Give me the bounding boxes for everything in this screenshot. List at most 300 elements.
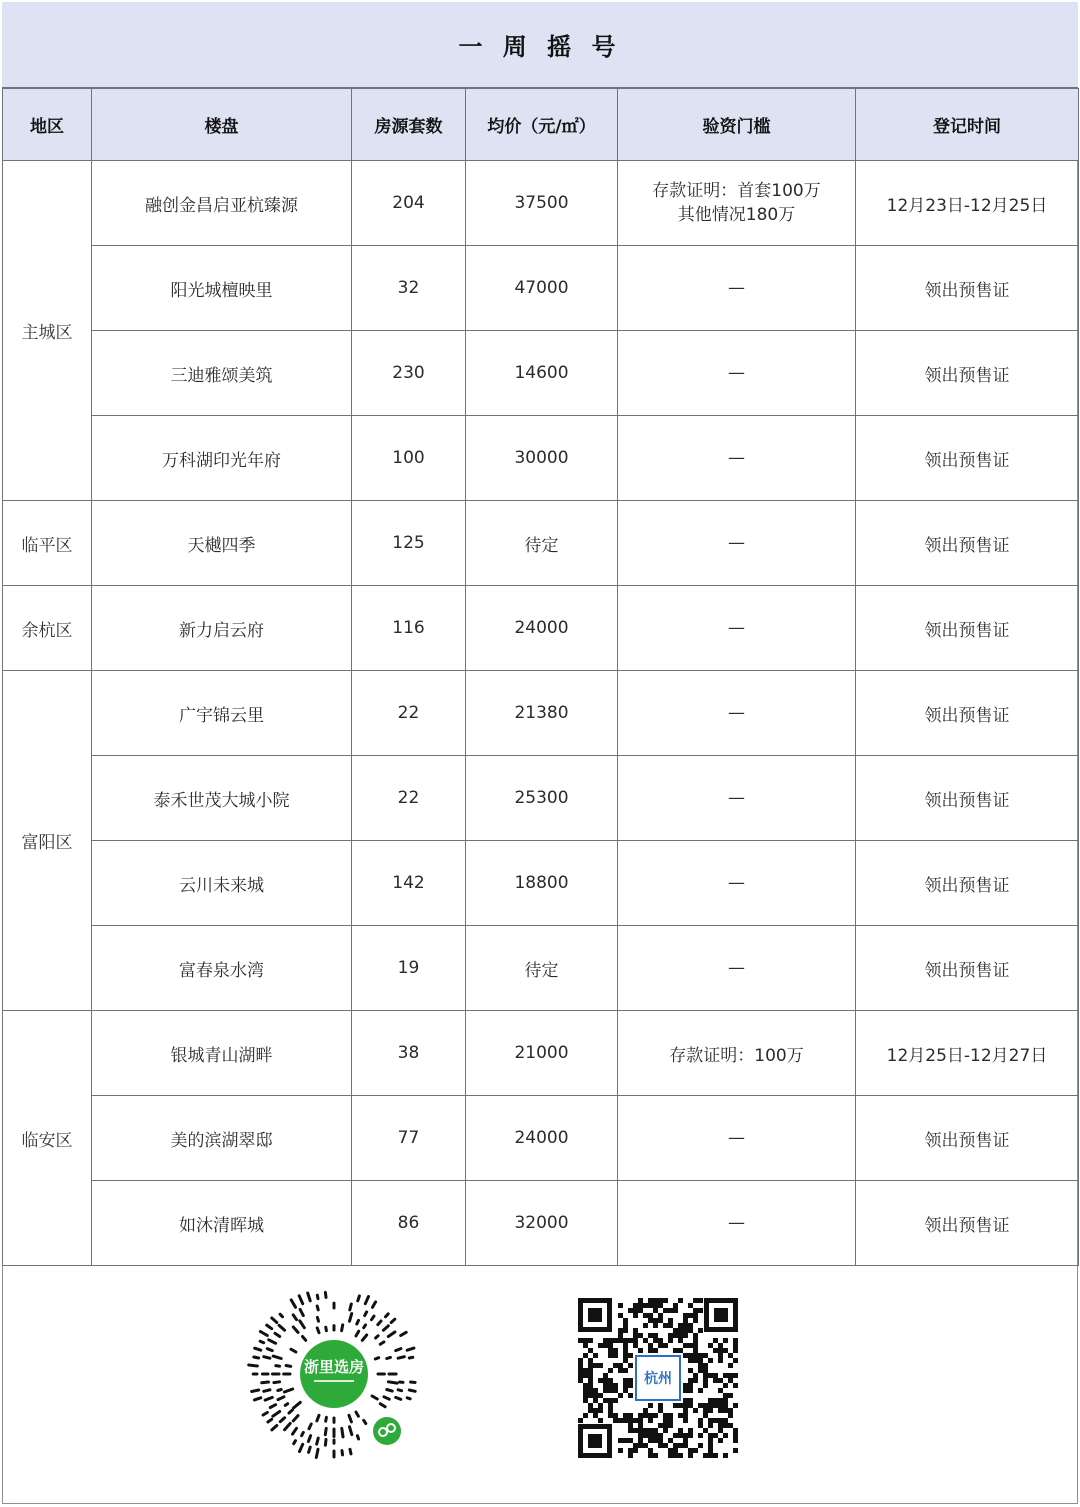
- qr-module: [633, 1428, 638, 1433]
- qr-module: [673, 1448, 678, 1453]
- qr-module: [593, 1363, 598, 1368]
- qr-module: [608, 1413, 613, 1418]
- qr-module: [648, 1313, 653, 1318]
- time-cell: 12月25日-12月27日: [856, 1011, 1079, 1096]
- price-cell: 25300: [466, 756, 618, 841]
- qr-module: [623, 1358, 628, 1363]
- qr-module: [698, 1358, 703, 1363]
- qr-module: [728, 1378, 733, 1383]
- code-dash: [317, 1306, 318, 1310]
- price-cell: 37500: [466, 161, 618, 246]
- qr-module: [583, 1393, 588, 1398]
- qr-module: [643, 1408, 648, 1413]
- qr-module: [583, 1398, 588, 1403]
- qr-module: [668, 1418, 673, 1423]
- qr-module: [683, 1438, 688, 1443]
- qr-module: [583, 1343, 588, 1348]
- qr-module: [703, 1363, 708, 1368]
- qr-module: [708, 1443, 713, 1448]
- qr-module: [668, 1333, 673, 1338]
- code-dash: [294, 1402, 301, 1408]
- qr-module: [688, 1313, 693, 1318]
- qr-module: [628, 1453, 633, 1458]
- qr-module: [688, 1353, 693, 1358]
- qr-module: [678, 1323, 683, 1328]
- qr-module: [578, 1363, 583, 1368]
- table-row: [3, 416, 1079, 501]
- units-cell: 125: [352, 501, 466, 586]
- qr-module: [668, 1318, 673, 1323]
- threshold-cell: —: [618, 586, 856, 671]
- code-dash: [350, 1314, 352, 1322]
- time-cell: 领出预售证: [856, 1096, 1079, 1181]
- code-dash: [272, 1318, 277, 1323]
- code-dash: [373, 1302, 376, 1307]
- qr-module: [628, 1448, 633, 1453]
- qr-module: [713, 1373, 718, 1378]
- qr-module: [613, 1413, 618, 1418]
- qr-module: [578, 1338, 583, 1343]
- code-dash: [285, 1423, 291, 1429]
- qr-module: [638, 1428, 643, 1433]
- qr-module: [703, 1408, 708, 1413]
- qr-module: [623, 1388, 628, 1393]
- code-dash: [300, 1321, 305, 1328]
- price-cell: 18800: [466, 841, 618, 926]
- qr-module: [728, 1363, 733, 1368]
- header-region: 地区: [3, 89, 92, 161]
- time-cell: 领出预售证: [856, 1181, 1079, 1266]
- qr-module: [678, 1413, 683, 1418]
- code-dash: [384, 1397, 389, 1399]
- code-dash: [326, 1417, 327, 1421]
- official-account-logo: 杭州: [644, 1371, 672, 1387]
- table-row: [3, 926, 1079, 1011]
- qr-code-icon[interactable]: [578, 1298, 738, 1458]
- code-dash: [260, 1341, 264, 1343]
- qr-module: [673, 1328, 678, 1333]
- qr-module: [578, 1368, 583, 1373]
- qr-module: [663, 1413, 668, 1418]
- qr-module: [608, 1343, 613, 1348]
- qr-module: [623, 1418, 628, 1423]
- qr-module: [683, 1388, 688, 1393]
- qr-module: [608, 1398, 613, 1403]
- qr-module: [708, 1453, 713, 1458]
- code-dash: [357, 1320, 359, 1324]
- qr-module: [653, 1453, 658, 1458]
- qr-module: [633, 1303, 638, 1308]
- qr-module: [683, 1403, 688, 1408]
- region-cell: 富阳区: [3, 671, 92, 1011]
- qr-module: [578, 1373, 583, 1378]
- header-project: 楼盘: [92, 89, 352, 161]
- qr-module: [733, 1358, 738, 1363]
- price-cell: 30000: [466, 416, 618, 501]
- qr-module: [678, 1328, 683, 1333]
- code-dash: [372, 1396, 377, 1399]
- project-cell: 融创金昌启亚杭臻源: [92, 161, 352, 246]
- time-cell: 领出预售证: [856, 501, 1079, 586]
- qr-module: [723, 1393, 728, 1398]
- code-dash: [349, 1415, 351, 1422]
- code-dash: [293, 1327, 298, 1332]
- qr-module: [713, 1378, 718, 1383]
- table-row: [3, 331, 1079, 416]
- qr-module: [698, 1418, 703, 1423]
- code-dash: [276, 1366, 280, 1367]
- units-cell: 86: [352, 1181, 466, 1266]
- qr-module: [638, 1333, 643, 1338]
- qr-module: [708, 1438, 713, 1443]
- qr-module: [703, 1373, 708, 1378]
- code-dash: [364, 1325, 366, 1328]
- qr-module: [733, 1448, 738, 1453]
- qr-module: [633, 1328, 638, 1333]
- qr-module: [633, 1333, 638, 1338]
- project-cell: 云川未来城: [92, 841, 352, 926]
- qr-module: [683, 1343, 688, 1348]
- code-dash: [286, 1366, 291, 1367]
- qr-module: [718, 1403, 723, 1408]
- qr-module: [683, 1443, 688, 1448]
- units-cell: 22: [352, 671, 466, 756]
- code-dash: [325, 1428, 326, 1434]
- qr-module: [608, 1408, 613, 1413]
- qr-module: [678, 1428, 683, 1433]
- code-dash: [378, 1321, 381, 1325]
- code-dash: [272, 1426, 277, 1430]
- code-dash: [317, 1328, 319, 1333]
- qr-module: [698, 1308, 703, 1313]
- qr-module: [593, 1353, 598, 1358]
- qr-module: [708, 1448, 713, 1453]
- qr-module: [633, 1313, 638, 1318]
- project-cell: 如沐清晖城: [92, 1181, 352, 1266]
- qr-module: [688, 1398, 693, 1403]
- qr-module: [653, 1298, 658, 1303]
- code-dash: [264, 1357, 270, 1359]
- qr-module: [618, 1363, 623, 1368]
- code-dash: [291, 1349, 296, 1352]
- units-cell: 116: [352, 586, 466, 671]
- qr-module: [638, 1423, 643, 1428]
- code-dash: [303, 1337, 306, 1341]
- qr-module: [623, 1338, 628, 1343]
- qr-module: [638, 1348, 643, 1353]
- units-cell: 22: [352, 756, 466, 841]
- qr-module: [728, 1413, 733, 1418]
- time-cell: 领出预售证: [856, 756, 1079, 841]
- qr-module: [703, 1413, 708, 1418]
- qr-module: [688, 1358, 693, 1363]
- qr-module: [648, 1448, 653, 1453]
- qr-module: [643, 1413, 648, 1418]
- qr-module: [608, 1383, 613, 1388]
- qr-module: [598, 1418, 603, 1423]
- qr-module: [618, 1448, 623, 1453]
- qr-module: [623, 1323, 628, 1328]
- qr-module: [703, 1368, 708, 1373]
- qr-module: [708, 1343, 713, 1348]
- code-dash: [289, 1410, 292, 1413]
- qr-module: [608, 1368, 613, 1373]
- qr-module: [618, 1418, 623, 1423]
- qr-module: [688, 1448, 693, 1453]
- qr-module: [728, 1423, 733, 1428]
- code-dash: [268, 1419, 272, 1422]
- price-cell: 47000: [466, 246, 618, 331]
- qr-module: [638, 1303, 643, 1308]
- qr-module: [643, 1323, 648, 1328]
- qr-module: [648, 1298, 653, 1303]
- qr-module: [693, 1308, 698, 1313]
- units-cell: 230: [352, 331, 466, 416]
- project-cell: 银城青山湖畔: [92, 1011, 352, 1096]
- qr-module: [593, 1408, 598, 1413]
- qr-module: [618, 1368, 623, 1373]
- code-dash: [362, 1335, 366, 1340]
- qr-module: [593, 1413, 598, 1418]
- threshold-cell: —: [618, 756, 856, 841]
- qr-module: [703, 1428, 708, 1433]
- threshold-cell: —: [618, 246, 856, 331]
- qr-module: [683, 1323, 688, 1328]
- code-dash: [342, 1325, 343, 1331]
- qr-module: [648, 1333, 653, 1338]
- qr-module: [688, 1383, 693, 1388]
- code-dash: [356, 1331, 359, 1336]
- header-threshold: 验资门槛: [618, 89, 856, 161]
- qr-module: [723, 1373, 728, 1378]
- code-dash: [284, 1389, 292, 1392]
- units-cell: 32: [352, 246, 466, 331]
- code-dash: [273, 1356, 281, 1358]
- code-dash: [317, 1438, 319, 1444]
- qr-module: [663, 1298, 668, 1303]
- qr-module: [663, 1343, 668, 1348]
- qr-module: [633, 1448, 638, 1453]
- code-dash: [375, 1358, 378, 1359]
- time-cell: 领出预售证: [856, 926, 1079, 1011]
- qr-module: [613, 1388, 618, 1393]
- time-cell: 领出预售证: [856, 586, 1079, 671]
- qr-module: [703, 1378, 708, 1383]
- code-dash: [291, 1300, 295, 1307]
- qr-module: [713, 1348, 718, 1353]
- qr-module: [698, 1443, 703, 1448]
- code-dash: [391, 1319, 395, 1322]
- qr-module: [678, 1338, 683, 1343]
- units-cell: 204: [352, 161, 466, 246]
- code-dash: [365, 1297, 368, 1304]
- qr-module: [628, 1413, 633, 1418]
- qr-module: [593, 1398, 598, 1403]
- price-cell: 待定: [466, 926, 618, 1011]
- qr-module: [603, 1343, 608, 1348]
- qr-module: [668, 1438, 673, 1443]
- qr-module: [658, 1313, 663, 1318]
- qr-module: [588, 1388, 593, 1393]
- threshold-cell: [618, 161, 856, 246]
- code-dash: [265, 1397, 272, 1400]
- qr-module: [668, 1338, 673, 1343]
- qr-module: [733, 1438, 738, 1443]
- qr-module: [583, 1383, 588, 1388]
- code-dash: [269, 1340, 276, 1344]
- qr-module: [688, 1303, 693, 1308]
- qr-module: [708, 1418, 713, 1423]
- qr-module: [713, 1418, 718, 1423]
- qr-module: [733, 1348, 738, 1353]
- qr-module: [703, 1383, 708, 1388]
- code-dash: [285, 1404, 288, 1406]
- code-dash: [309, 1424, 311, 1429]
- code-dash: [294, 1441, 296, 1444]
- qr-module: [728, 1353, 733, 1358]
- qr-module: [628, 1378, 633, 1383]
- qr-module: [678, 1403, 683, 1408]
- qr-module: [698, 1298, 703, 1303]
- code-dash: [356, 1412, 358, 1416]
- qr-module: [583, 1373, 588, 1378]
- time-cell: 领出预售证: [856, 416, 1079, 501]
- qr-module: [673, 1348, 678, 1353]
- qr-module: [718, 1343, 723, 1348]
- qr-module: [593, 1393, 598, 1398]
- project-cell: 广宇锦云里: [92, 671, 352, 756]
- region-cell: 余杭区: [3, 586, 92, 671]
- qr-module: [623, 1413, 628, 1418]
- qr-module: [653, 1338, 658, 1343]
- project-cell: 阳光城檀映里: [92, 246, 352, 331]
- project-cell: 泰禾世茂大城小院: [92, 756, 352, 841]
- threshold-cell: —: [618, 501, 856, 586]
- qr-module: [693, 1353, 698, 1358]
- units-cell: 38: [352, 1011, 466, 1096]
- qr-module: [638, 1433, 643, 1438]
- qr-module: [723, 1423, 728, 1428]
- threshold-line: 存款证明：首套100万: [652, 181, 821, 201]
- code-dash: [280, 1418, 284, 1422]
- code-dash: [264, 1390, 270, 1392]
- qr-module: [623, 1438, 628, 1443]
- qr-module: [653, 1413, 658, 1418]
- code-dash: [342, 1451, 343, 1455]
- qr-module: [638, 1308, 643, 1313]
- qr-module: [623, 1348, 628, 1353]
- header-time: 登记时间: [856, 89, 1079, 161]
- qr-module: [688, 1343, 693, 1348]
- qr-module: [683, 1313, 688, 1318]
- qr-module: [628, 1423, 633, 1428]
- qr-module: [608, 1378, 613, 1383]
- qr-module: [698, 1433, 703, 1438]
- qr-module: [603, 1338, 608, 1343]
- qr-module: [673, 1308, 678, 1313]
- qr-module: [668, 1308, 673, 1313]
- qr-module: [653, 1303, 658, 1308]
- qr-module: [673, 1443, 678, 1448]
- qr-module: [673, 1403, 678, 1408]
- threshold-cell: —: [618, 416, 856, 501]
- code-dash: [358, 1296, 360, 1301]
- table-row: [3, 1181, 1079, 1266]
- qr-module: [728, 1408, 733, 1413]
- qr-module: [643, 1338, 648, 1343]
- table-row: [3, 161, 1079, 246]
- qr-module: [623, 1353, 628, 1358]
- qr-module: [653, 1438, 658, 1443]
- qr-module: [718, 1358, 723, 1363]
- table-row: [3, 671, 1079, 756]
- threshold-cell: 存款证明：100万: [618, 1011, 856, 1096]
- price-cell: 24000: [466, 586, 618, 671]
- qr-module: [643, 1428, 648, 1433]
- qr-module: [598, 1343, 603, 1348]
- qr-module: [628, 1383, 633, 1388]
- qr-module: [648, 1428, 653, 1433]
- qr-module: [613, 1348, 618, 1353]
- qr-module: [638, 1413, 643, 1418]
- table-row: [3, 501, 1079, 586]
- qr-module: [688, 1428, 693, 1433]
- qr-module: [723, 1403, 728, 1408]
- qr-module: [648, 1413, 653, 1418]
- qr-module: [698, 1363, 703, 1368]
- qr-module: [598, 1408, 603, 1413]
- qr-module: [733, 1428, 738, 1433]
- qr-module: [628, 1393, 633, 1398]
- qr-module: [723, 1348, 728, 1353]
- code-dash: [280, 1314, 282, 1317]
- qr-module: [708, 1358, 713, 1363]
- code-dash: [372, 1316, 375, 1320]
- qr-module: [603, 1383, 608, 1388]
- header-price: 均价（元/㎡）: [466, 89, 618, 161]
- code-dash: [350, 1427, 352, 1435]
- qr-module: [603, 1398, 608, 1403]
- qr-module: [658, 1443, 663, 1448]
- qr-module: [718, 1398, 723, 1403]
- code-dash: [299, 1296, 303, 1304]
- qr-module: [588, 1383, 593, 1388]
- code-dash: [278, 1397, 284, 1400]
- qr-module: [668, 1323, 673, 1328]
- qr-module: [688, 1433, 693, 1438]
- miniprogram-code-icon[interactable]: [246, 1290, 422, 1466]
- code-dash: [317, 1317, 318, 1321]
- qr-module: [578, 1378, 583, 1383]
- code-dash: [350, 1304, 352, 1310]
- table-row: [3, 586, 1079, 671]
- units-cell: 142: [352, 841, 466, 926]
- qr-module: [683, 1413, 688, 1418]
- qr-module: [723, 1453, 728, 1458]
- code-dash: [254, 1357, 259, 1358]
- code-dash: [387, 1390, 392, 1392]
- time-cell: 领出预售证: [856, 246, 1079, 331]
- qr-module: [713, 1398, 718, 1403]
- code-dash: [380, 1404, 385, 1407]
- qr-module: [693, 1378, 698, 1383]
- code-dash: [275, 1333, 280, 1336]
- qr-module: [603, 1378, 608, 1383]
- qr-module: [658, 1343, 663, 1348]
- qr-module: [643, 1313, 648, 1318]
- units-cell: 77: [352, 1096, 466, 1181]
- qr-module: [668, 1448, 673, 1453]
